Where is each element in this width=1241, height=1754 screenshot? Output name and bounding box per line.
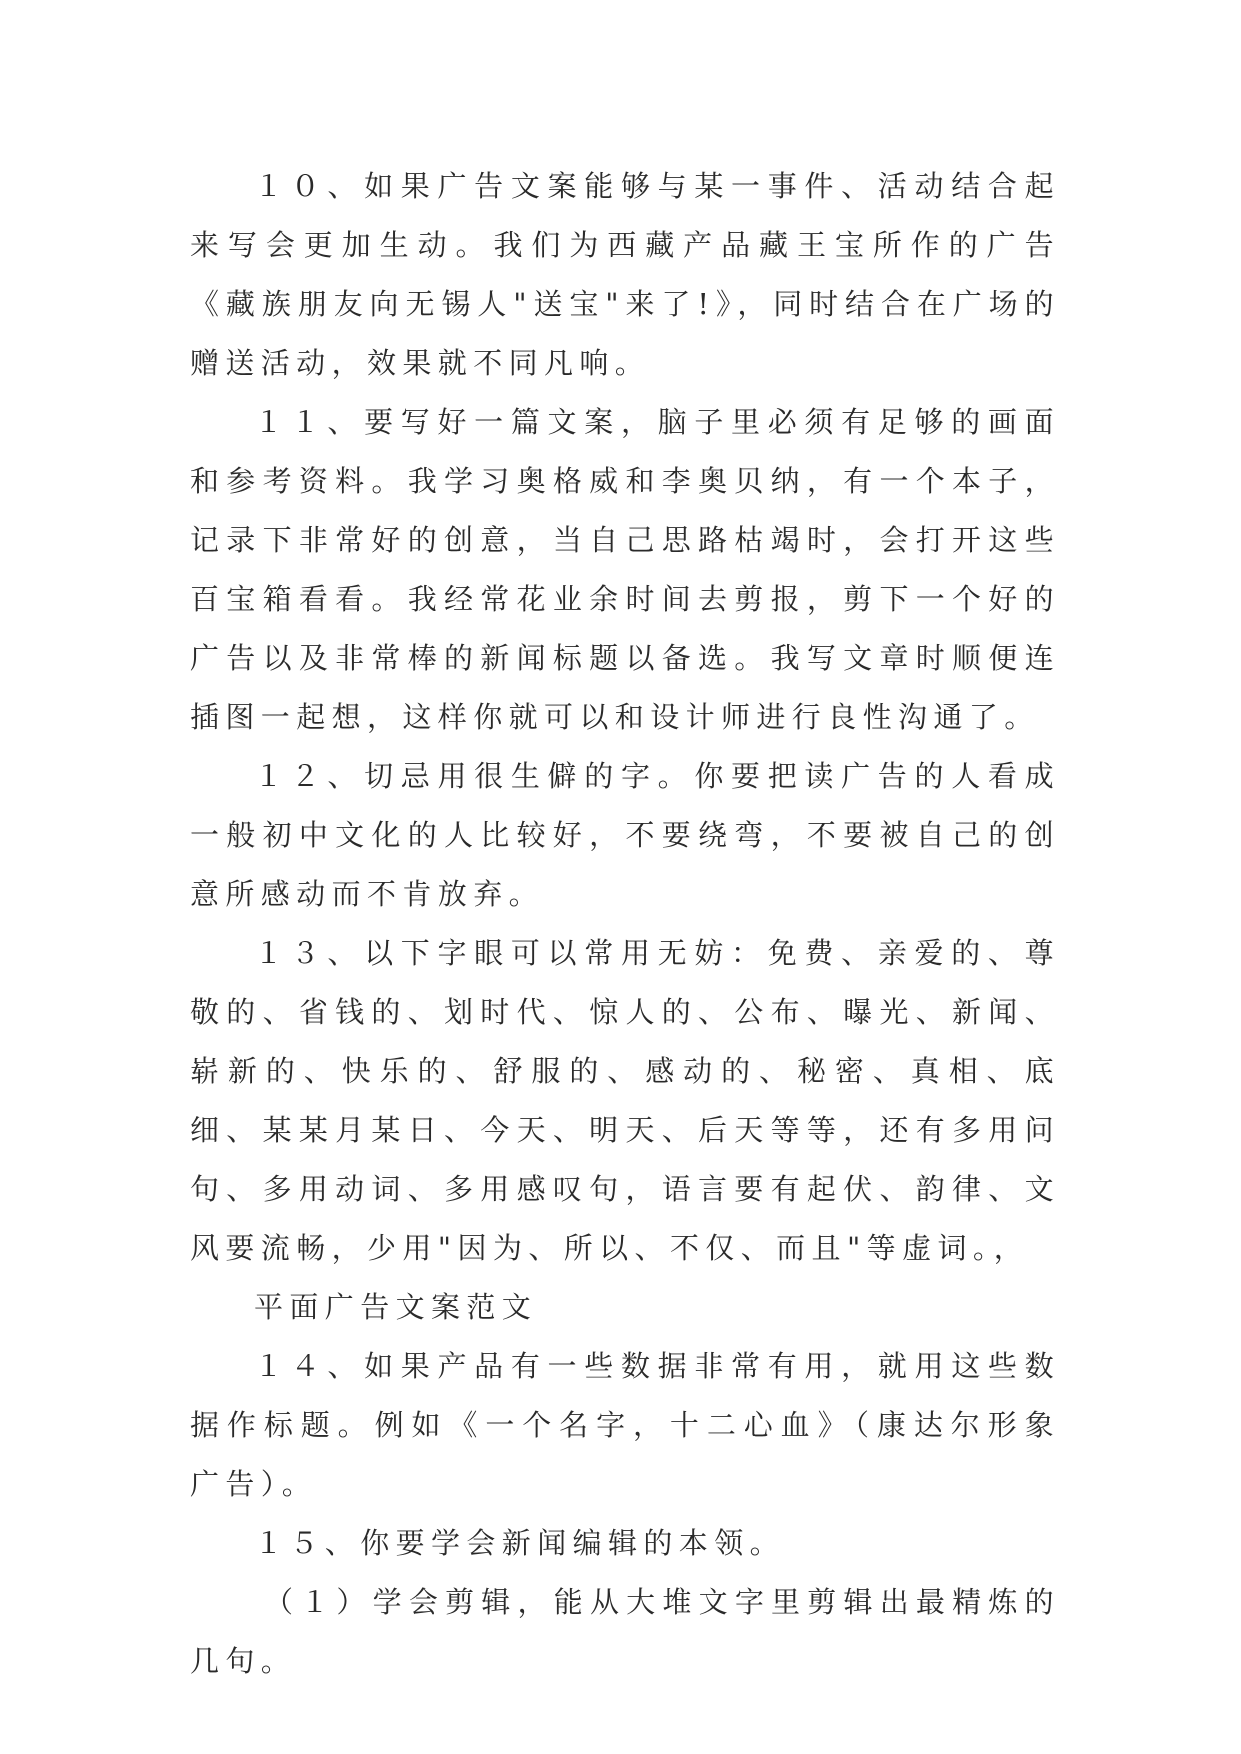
paragraph-15: １５、你要学会新闻编辑的本领。 xyxy=(254,1526,786,1560)
paragraph-11: １１、要写好一篇文案，脑子里必须有足够的画面和参考资料。我学习奥格威和李奥贝纳，有一个本子，记录下非常好的创意，当自己思路枯竭时，会打开这些百宝箱看看。我经常花业余时间去剪报，剪下一个好的广告以及非常棒的新闻标题以备选。我写文章时顺便连插图一起想，这样你就可以和设计师进行良性沟通了。 xyxy=(190,405,1060,734)
paragraph-10: １０、如果广告文案能够与某一事件、活动结合起来写会更加生动。我们为西藏产品藏王宝所作的广告《藏族朋友向无锡人"送宝"来了!》，同时结合在广场的赠送活动，效果就不同凡响。 xyxy=(190,169,1060,380)
paragraph-14: １４、如果产品有一些数据非常有用，就用这些数据作标题。例如《一个名字，十二心血》（康达尔形象广告）。 xyxy=(190,1349,1060,1501)
paragraph-12: １２、切忌用很生僻的字。你要把读广告的人看成一般初中文化的人比较好，不要绕弯，不要被自己的创意所感动而不肯放弃。 xyxy=(190,759,1060,911)
section-heading: 平面广告文案范文 xyxy=(254,1290,538,1324)
paragraph-15-item-1: （１）学会剪辑，能从大堆文字里剪辑出最精炼的几句。 xyxy=(190,1585,1060,1678)
document-body xyxy=(190,157,1060,1691)
paragraph-13: １３、以下字眼可以常用无妨：免费、亲爱的、尊敬的、省钱的、划时代、惊人的、公布、曝光、新闻、崭新的、快乐的、舒服的、感动的、秘密、真相、底细、某某月某日、今天、明天、后天等等，还有多用问句、多用动词、多用感叹句，语言要有起伏、韵律、文风要流畅，少用"因为、所以、不仅、而且"等虚词。， xyxy=(190,936,1060,1265)
